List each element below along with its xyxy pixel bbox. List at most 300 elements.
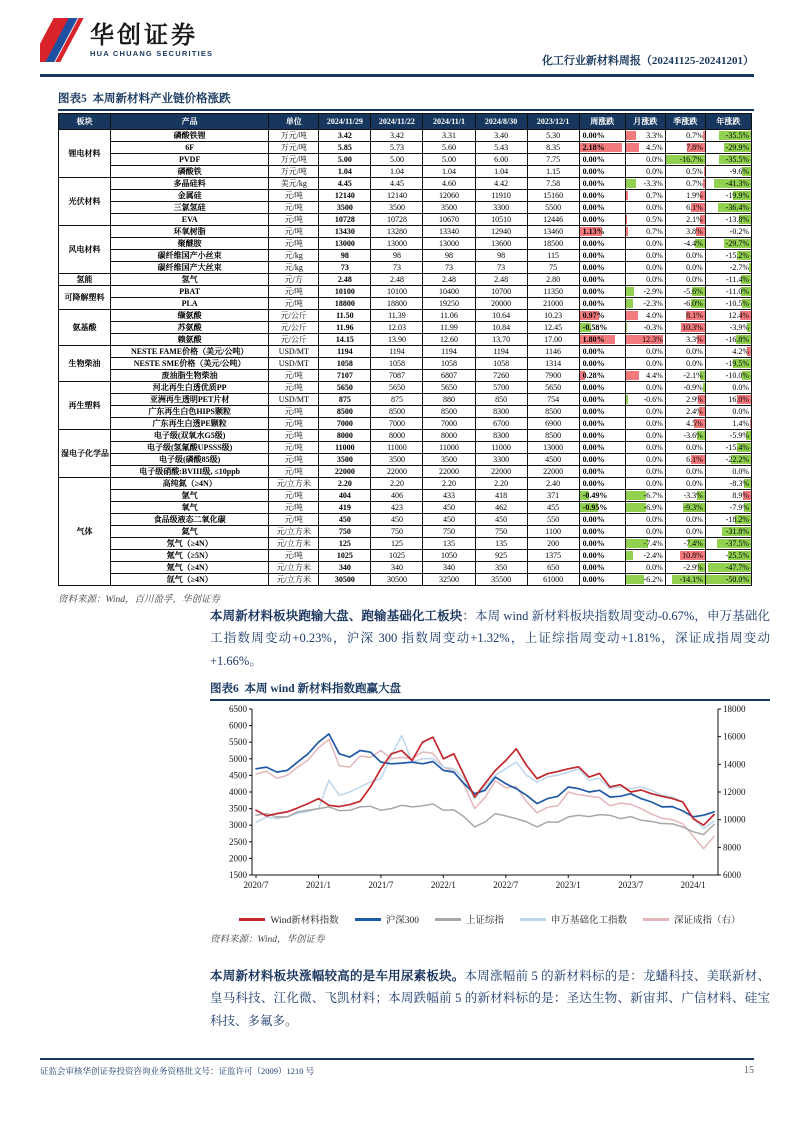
cell-price: 18800 bbox=[319, 298, 371, 310]
table-row bbox=[59, 190, 752, 202]
table-row bbox=[59, 322, 752, 334]
cell-week-change: 0.00% bbox=[579, 454, 625, 466]
cell-unit: 元/吨 bbox=[269, 550, 319, 562]
cell-price: 550 bbox=[527, 514, 579, 526]
cell-month-change: 0.0% bbox=[625, 466, 665, 478]
cell-week-change: 1.13% bbox=[579, 226, 625, 238]
cell-price: 2.20 bbox=[319, 478, 371, 490]
cell-price: 5.85 bbox=[319, 142, 371, 154]
cell-unit: 元/立方米 bbox=[269, 538, 319, 550]
cell-month-change: 0.0% bbox=[625, 430, 665, 442]
cell-price: 10.23 bbox=[527, 310, 579, 322]
cell-price: 14.15 bbox=[319, 334, 371, 346]
table-row bbox=[59, 442, 752, 454]
legend-swatch bbox=[355, 918, 381, 921]
cell-price: 3500 bbox=[371, 454, 423, 466]
cell-price: 13460 bbox=[527, 226, 579, 238]
cell-week-change: -0.58% bbox=[579, 322, 625, 334]
svg-text:3000: 3000 bbox=[229, 820, 247, 831]
cell-price: 5.60 bbox=[423, 142, 475, 154]
cell-week-change: 0.00% bbox=[579, 562, 625, 574]
svg-text:2021/1: 2021/1 bbox=[305, 880, 331, 890]
cell-month-change: 0.0% bbox=[625, 478, 665, 490]
cell-price: 115 bbox=[527, 250, 579, 262]
paragraph1-text: ：本周 wind 新材料板块指数周变动-0.67%，申万基础化工指数周变动+0.23%，沪深 300 指数周变动+1.32%，上证综指周变动+1.81%，深证成指周变动+1.66%。 bbox=[210, 609, 770, 668]
table-row bbox=[59, 250, 752, 262]
cell-quarter-change: -9.3% bbox=[665, 502, 705, 514]
cell-product: 氪气（≥4N） bbox=[111, 562, 269, 574]
cell-year-change: -50.0% bbox=[705, 574, 751, 586]
cell-year-change: -18.2% bbox=[705, 514, 751, 526]
cell-week-change: 0.00% bbox=[579, 382, 625, 394]
cell-product: 环氧树脂 bbox=[111, 226, 269, 238]
cell-price: 1100 bbox=[527, 526, 579, 538]
cell-week-change: 0.97% bbox=[579, 310, 625, 322]
cell-price: 98 bbox=[371, 250, 423, 262]
cell-price: 1.04 bbox=[371, 166, 423, 178]
cell-quarter-change: 0.0% bbox=[665, 358, 705, 370]
cell-week-change: 0.00% bbox=[579, 214, 625, 226]
table-row bbox=[59, 286, 752, 298]
cell-product: 氩气 bbox=[111, 490, 269, 502]
cell-price: 340 bbox=[423, 562, 475, 574]
cell-price: 11.06 bbox=[423, 310, 475, 322]
cell-week-change: 0.00% bbox=[579, 346, 625, 358]
chart-svg bbox=[210, 703, 766, 901]
cell-price: 6700 bbox=[475, 418, 527, 430]
chart-legend bbox=[210, 912, 770, 926]
cell-price: 13340 bbox=[423, 226, 475, 238]
cell-month-change: 4.4% bbox=[625, 370, 665, 382]
paragraph2-lead: 本周新材料板块涨幅较高的是车用尿素板块。 bbox=[210, 969, 465, 983]
cell-unit: 元/立方米 bbox=[269, 478, 319, 490]
cell-unit: USD/MT bbox=[269, 358, 319, 370]
svg-text:18000: 18000 bbox=[723, 704, 746, 714]
cell-price: 98 bbox=[423, 250, 475, 262]
cell-price: 5650 bbox=[371, 382, 423, 394]
cell-week-change: 0.00% bbox=[579, 154, 625, 166]
cell-price: 10700 bbox=[475, 286, 527, 298]
cell-year-change: 0.0% bbox=[705, 382, 751, 394]
cell-price: 13000 bbox=[371, 238, 423, 250]
column-header: 月涨跌 bbox=[625, 114, 665, 130]
cell-price: 3500 bbox=[371, 202, 423, 214]
cell-price: 450 bbox=[423, 514, 475, 526]
cell-price: 30500 bbox=[371, 574, 423, 586]
cell-quarter-change: 0.7% bbox=[665, 130, 705, 142]
cell-price: 7000 bbox=[319, 418, 371, 430]
cell-month-change: 0.0% bbox=[625, 382, 665, 394]
cell-price: 12140 bbox=[371, 190, 423, 202]
cell-year-change: -37.5% bbox=[705, 538, 751, 550]
legend-label: 上证综指 bbox=[465, 916, 504, 926]
cell-price: 73 bbox=[475, 262, 527, 274]
cell-price: 7.75 bbox=[527, 154, 579, 166]
cell-price: 1.15 bbox=[527, 166, 579, 178]
cell-quarter-change: 0.0% bbox=[665, 478, 705, 490]
cell-price: 3500 bbox=[423, 454, 475, 466]
figure6-section bbox=[210, 680, 770, 945]
cell-unit: 元/吨 bbox=[269, 202, 319, 214]
figure5-label: 图表5 bbox=[58, 93, 87, 105]
cell-price: 11000 bbox=[371, 442, 423, 454]
cell-quarter-change: 4.5% bbox=[665, 418, 705, 430]
cell-unit: 元/吨 bbox=[269, 298, 319, 310]
cell-product: 氦气 bbox=[111, 526, 269, 538]
cell-year-change: -3.9% bbox=[705, 322, 751, 334]
cell-price: 13000 bbox=[423, 238, 475, 250]
cell-price: 2.20 bbox=[475, 478, 527, 490]
cell-price: 8500 bbox=[423, 406, 475, 418]
cell-price: 850 bbox=[475, 394, 527, 406]
cell-price: 1146 bbox=[527, 346, 579, 358]
cell-week-change: 0.00% bbox=[579, 238, 625, 250]
cell-product: 氙气（≥4N） bbox=[111, 574, 269, 586]
cell-price: 15160 bbox=[527, 190, 579, 202]
price-table bbox=[58, 113, 752, 586]
cell-unit: 万元/吨 bbox=[269, 142, 319, 154]
cell-sector-group: 锂电材料 bbox=[59, 130, 111, 178]
cell-price: 2.20 bbox=[371, 478, 423, 490]
cell-sector-group: 氨基酸 bbox=[59, 310, 111, 346]
cell-price: 8300 bbox=[475, 406, 527, 418]
cell-price: 450 bbox=[371, 514, 423, 526]
table-row bbox=[59, 478, 752, 490]
cell-price: 13600 bbox=[475, 238, 527, 250]
cell-price: 5650 bbox=[319, 382, 371, 394]
cell-week-change: 0.00% bbox=[579, 250, 625, 262]
cell-year-change: -7.9% bbox=[705, 502, 751, 514]
cell-price: 450 bbox=[319, 514, 371, 526]
cell-year-change: -5.9% bbox=[705, 430, 751, 442]
cell-month-change: -2.9% bbox=[625, 286, 665, 298]
cell-price: 13.90 bbox=[371, 334, 423, 346]
cell-year-change: -15.4% bbox=[705, 442, 751, 454]
cell-month-change: -7.4% bbox=[625, 538, 665, 550]
cell-product: NESTE SME价格（美元/公吨） bbox=[111, 358, 269, 370]
cell-price: 406 bbox=[371, 490, 423, 502]
cell-week-change: 0.00% bbox=[579, 298, 625, 310]
cell-price: 13280 bbox=[371, 226, 423, 238]
cell-quarter-change: -3.6% bbox=[665, 430, 705, 442]
cell-price: 340 bbox=[319, 562, 371, 574]
cell-price: 11000 bbox=[475, 442, 527, 454]
cell-price: 450 bbox=[423, 502, 475, 514]
table-row bbox=[59, 370, 752, 382]
cell-price: 418 bbox=[475, 490, 527, 502]
table-row bbox=[59, 514, 752, 526]
cell-price: 11.96 bbox=[319, 322, 371, 334]
cell-unit: 美元/kg bbox=[269, 178, 319, 190]
cell-price: 12446 bbox=[527, 214, 579, 226]
cell-product: PLA bbox=[111, 298, 269, 310]
cell-product: 电子级(双氧水G5级) bbox=[111, 430, 269, 442]
cell-quarter-change: 0.0% bbox=[665, 346, 705, 358]
cell-week-change: 0.28% bbox=[579, 370, 625, 382]
cell-price: 1058 bbox=[423, 358, 475, 370]
cell-price: 12940 bbox=[475, 226, 527, 238]
cell-sector-group: 可降解塑料 bbox=[59, 286, 111, 310]
figure5-heading bbox=[58, 90, 754, 111]
column-header: 2024/8/30 bbox=[475, 114, 527, 130]
cell-unit: 元/kg bbox=[269, 250, 319, 262]
cell-year-change: 12.4% bbox=[705, 310, 751, 322]
cell-price: 12.60 bbox=[423, 334, 475, 346]
cell-unit: 元/吨 bbox=[269, 406, 319, 418]
cell-week-change: 0.00% bbox=[579, 574, 625, 586]
cell-quarter-change: 3.8% bbox=[665, 226, 705, 238]
legend-swatch bbox=[435, 918, 461, 921]
cell-month-change: -0.6% bbox=[625, 394, 665, 406]
cell-week-change: 0.00% bbox=[579, 274, 625, 286]
cell-product: 碳纤维国产大丝束 bbox=[111, 262, 269, 274]
svg-text:5000: 5000 bbox=[229, 753, 247, 764]
svg-text:3500: 3500 bbox=[229, 803, 247, 814]
cell-sector-group: 气体 bbox=[59, 478, 111, 586]
cell-product: 氧气 bbox=[111, 502, 269, 514]
cell-week-change: 0.00% bbox=[579, 550, 625, 562]
cell-price: 7900 bbox=[527, 370, 579, 382]
cell-price: 7000 bbox=[423, 418, 475, 430]
cell-month-change: 0.0% bbox=[625, 154, 665, 166]
report-title: 化工行业新材料周报（20241125-20241201） bbox=[541, 55, 754, 67]
cell-price: 8000 bbox=[371, 430, 423, 442]
cell-price: 1.04 bbox=[319, 166, 371, 178]
cell-unit: 元/吨 bbox=[269, 466, 319, 478]
cell-quarter-change: -3.3% bbox=[665, 490, 705, 502]
legend-item bbox=[355, 912, 419, 926]
svg-text:2024/1: 2024/1 bbox=[680, 880, 706, 890]
cell-week-change: 0.00% bbox=[579, 262, 625, 274]
cell-month-change: 0.5% bbox=[625, 214, 665, 226]
cell-price: 2.48 bbox=[475, 274, 527, 286]
cell-price: 11000 bbox=[423, 442, 475, 454]
cell-quarter-change: 1.9% bbox=[665, 190, 705, 202]
cell-year-change: 0.0% bbox=[705, 466, 751, 478]
cell-unit: 元/吨 bbox=[269, 214, 319, 226]
cell-price: 750 bbox=[319, 526, 371, 538]
huachuang-logo bbox=[40, 18, 213, 62]
cell-product: 氢气 bbox=[111, 274, 269, 286]
table-row bbox=[59, 130, 752, 142]
svg-text:4500: 4500 bbox=[229, 770, 247, 781]
cell-month-change: 0.0% bbox=[625, 250, 665, 262]
cell-sector-group: 氢能 bbox=[59, 274, 111, 286]
figure6-source: 资料来源：Wind，华创证券 bbox=[210, 935, 325, 945]
cell-price: 75 bbox=[527, 262, 579, 274]
cell-quarter-change: -6.0% bbox=[665, 298, 705, 310]
cell-price: 5.00 bbox=[423, 154, 475, 166]
svg-text:5500: 5500 bbox=[229, 737, 247, 748]
cell-price: 455 bbox=[527, 502, 579, 514]
cell-price: 8500 bbox=[319, 406, 371, 418]
cell-price: 8.35 bbox=[527, 142, 579, 154]
legend-label: 申万基础化工指数 bbox=[550, 916, 627, 926]
table-row bbox=[59, 430, 752, 442]
column-header: 单位 bbox=[269, 114, 319, 130]
legend-item bbox=[643, 912, 741, 926]
cell-unit: 元/立方米 bbox=[269, 562, 319, 574]
cell-quarter-change: 2.1% bbox=[665, 214, 705, 226]
cell-price: 32500 bbox=[423, 574, 475, 586]
cell-price: 73 bbox=[423, 262, 475, 274]
cell-quarter-change: 8.1% bbox=[665, 310, 705, 322]
cell-month-change: 0.7% bbox=[625, 190, 665, 202]
legend-item bbox=[435, 912, 504, 926]
svg-text:8000: 8000 bbox=[723, 842, 741, 853]
cell-month-change: -2.4% bbox=[625, 550, 665, 562]
cell-quarter-change: 0.0% bbox=[665, 250, 705, 262]
cell-price: 11.39 bbox=[371, 310, 423, 322]
table-row bbox=[59, 562, 752, 574]
cell-week-change: 0.00% bbox=[579, 130, 625, 142]
cell-unit: 元/吨 bbox=[269, 382, 319, 394]
cell-product: 苏氨酸 bbox=[111, 322, 269, 334]
cell-price: 12.03 bbox=[371, 322, 423, 334]
table-row bbox=[59, 178, 752, 190]
cell-month-change: 0.0% bbox=[625, 346, 665, 358]
cell-price: 8500 bbox=[371, 406, 423, 418]
cell-year-change: -29.7% bbox=[705, 238, 751, 250]
column-header: 季涨跌 bbox=[665, 114, 705, 130]
cell-price: 875 bbox=[319, 394, 371, 406]
legend-swatch bbox=[643, 918, 669, 921]
cell-product: 食品级液态二氧化碳 bbox=[111, 514, 269, 526]
cell-price: 8500 bbox=[527, 430, 579, 442]
cell-week-change: 0.00% bbox=[579, 514, 625, 526]
cell-product: 广东再生白色HIPS颗粒 bbox=[111, 406, 269, 418]
cell-price: 880 bbox=[423, 394, 475, 406]
cell-price: 1025 bbox=[371, 550, 423, 562]
table-row bbox=[59, 538, 752, 550]
cell-price: 750 bbox=[423, 526, 475, 538]
cell-price: 10728 bbox=[319, 214, 371, 226]
svg-text:10000: 10000 bbox=[723, 814, 746, 825]
cell-price: 10400 bbox=[423, 286, 475, 298]
svg-text:6500: 6500 bbox=[229, 704, 247, 714]
cell-product: 电子级(磷酸85级) bbox=[111, 454, 269, 466]
cell-price: 3500 bbox=[423, 202, 475, 214]
logo-cn-text: 华创证券 bbox=[90, 21, 198, 49]
cell-price: 3300 bbox=[475, 202, 527, 214]
cell-product: 河北再生白透优质PP bbox=[111, 382, 269, 394]
legend-item bbox=[239, 912, 338, 926]
cell-week-change: 0.00% bbox=[579, 466, 625, 478]
table-row bbox=[59, 418, 752, 430]
cell-product: 亚洲再生透明PET片材 bbox=[111, 394, 269, 406]
cell-price: 8300 bbox=[475, 430, 527, 442]
cell-price: 5650 bbox=[527, 382, 579, 394]
cell-month-change: -2.3% bbox=[625, 298, 665, 310]
cell-price: 7260 bbox=[475, 370, 527, 382]
table-row bbox=[59, 466, 752, 478]
cell-price: 13430 bbox=[319, 226, 371, 238]
cell-month-change: 0.0% bbox=[625, 262, 665, 274]
cell-quarter-change: -7.4% bbox=[665, 538, 705, 550]
cell-product: NESTE FAME价格（美元/公吨） bbox=[111, 346, 269, 358]
svg-text:16000: 16000 bbox=[723, 731, 746, 742]
cell-price: 1194 bbox=[371, 346, 423, 358]
cell-product: 6F bbox=[111, 142, 269, 154]
cell-unit: 元/立方米 bbox=[269, 574, 319, 586]
cell-price: 3500 bbox=[319, 454, 371, 466]
cell-unit: 元/吨 bbox=[269, 430, 319, 442]
cell-product: EVA bbox=[111, 214, 269, 226]
cell-price: 5500 bbox=[527, 202, 579, 214]
table-row bbox=[59, 526, 752, 538]
cell-price: 19250 bbox=[423, 298, 475, 310]
cell-year-change: -15.2% bbox=[705, 250, 751, 262]
svg-text:6000: 6000 bbox=[229, 720, 247, 731]
cell-product: PBAT bbox=[111, 286, 269, 298]
cell-price: 750 bbox=[371, 526, 423, 538]
cell-price: 10.64 bbox=[475, 310, 527, 322]
cell-price: 18500 bbox=[527, 238, 579, 250]
cell-year-change: -35.5% bbox=[705, 130, 751, 142]
cell-product: 碳纤维国产小丝束 bbox=[111, 250, 269, 262]
cell-month-change: 4.5% bbox=[625, 142, 665, 154]
cell-price: 2.48 bbox=[319, 274, 371, 286]
cell-product: 氖气（≥4N） bbox=[111, 538, 269, 550]
cell-product: 多晶硅料 bbox=[111, 178, 269, 190]
cell-price: 1375 bbox=[527, 550, 579, 562]
cell-unit: USD/MT bbox=[269, 346, 319, 358]
cell-unit: 元/立方米 bbox=[269, 526, 319, 538]
cell-price: 450 bbox=[475, 514, 527, 526]
cell-month-change: -6.7% bbox=[625, 490, 665, 502]
cell-year-change: -25.5% bbox=[705, 550, 751, 562]
cell-price: 7000 bbox=[371, 418, 423, 430]
cell-month-change: 3.3% bbox=[625, 130, 665, 142]
table-row bbox=[59, 310, 752, 322]
cell-price: 73 bbox=[371, 262, 423, 274]
cell-quarter-change: -14.1% bbox=[665, 574, 705, 586]
cell-price: 2.40 bbox=[527, 478, 579, 490]
column-header: 产品 bbox=[111, 114, 269, 130]
cell-price: 1194 bbox=[319, 346, 371, 358]
cell-price: 5.43 bbox=[475, 142, 527, 154]
cell-price: 12140 bbox=[319, 190, 371, 202]
cell-product: 电子级(氢氟酸UPSSS级) bbox=[111, 442, 269, 454]
cell-week-change: 0.00% bbox=[579, 418, 625, 430]
cell-quarter-change: -2.9% bbox=[665, 562, 705, 574]
table-row bbox=[59, 358, 752, 370]
cell-price: 10100 bbox=[319, 286, 371, 298]
cell-price: 8500 bbox=[527, 406, 579, 418]
cell-unit: 元/吨 bbox=[269, 190, 319, 202]
cell-price: 371 bbox=[527, 490, 579, 502]
svg-text:1500: 1500 bbox=[229, 870, 247, 880]
cell-product: 废油脂生物柴油 bbox=[111, 370, 269, 382]
cell-unit: USD/MT bbox=[269, 394, 319, 406]
cell-price: 21000 bbox=[527, 298, 579, 310]
column-header: 2024/11/1 bbox=[423, 114, 475, 130]
cell-month-change: 0.0% bbox=[625, 238, 665, 250]
paragraph-gainers-losers bbox=[210, 965, 770, 1032]
figure6-title: 本周 wind 新材料指数跑赢大盘 bbox=[244, 683, 402, 695]
cell-unit: 元/公斤 bbox=[269, 334, 319, 346]
cell-price: 875 bbox=[371, 394, 423, 406]
cell-price: 22000 bbox=[371, 466, 423, 478]
cell-price: 11.99 bbox=[423, 322, 475, 334]
cell-price: 423 bbox=[371, 502, 423, 514]
cell-year-change: -31.8% bbox=[705, 526, 751, 538]
cell-unit: 元/吨 bbox=[269, 238, 319, 250]
cell-price: 7107 bbox=[319, 370, 371, 382]
cell-unit: 万元/吨 bbox=[269, 130, 319, 142]
cell-price: 1.04 bbox=[475, 166, 527, 178]
table-row bbox=[59, 202, 752, 214]
